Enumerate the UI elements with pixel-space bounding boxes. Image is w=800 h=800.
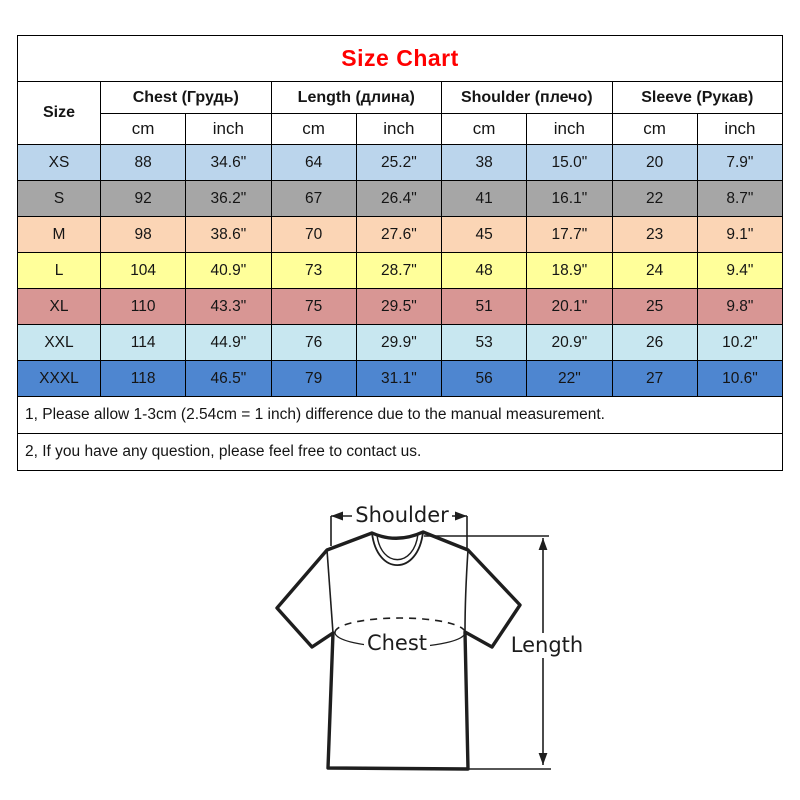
size-table-body: [18, 145, 783, 471]
unit-header-cm: cm: [101, 114, 186, 145]
value-cell: 56: [442, 361, 527, 397]
value-cell: 31.1": [356, 361, 441, 397]
unit-header-inch: inch: [356, 114, 441, 145]
unit-header-cm: cm: [271, 114, 356, 145]
note-row: [18, 434, 783, 471]
value-cell: 27: [612, 361, 697, 397]
value-cell: 92: [101, 181, 186, 217]
value-cell: 114: [101, 325, 186, 361]
value-cell: 20: [612, 145, 697, 181]
value-cell: 26: [612, 325, 697, 361]
value-cell: 9.4": [697, 253, 782, 289]
value-cell: 48: [442, 253, 527, 289]
value-cell: 44.9": [186, 325, 271, 361]
size-cell: XL: [18, 289, 101, 325]
value-cell: 38: [442, 145, 527, 181]
note-text: 2, If you have any question, please feel free to contact us.: [18, 434, 783, 471]
group-header-row: [18, 82, 783, 114]
value-cell: 118: [101, 361, 186, 397]
size-cell: XXXL: [18, 361, 101, 397]
unit-header-cm: cm: [442, 114, 527, 145]
value-cell: 79: [271, 361, 356, 397]
shoulder-arrowhead-right: [455, 512, 467, 521]
size-cell: L: [18, 253, 101, 289]
length-arrowhead-top: [539, 538, 548, 550]
size-cell: XXL: [18, 325, 101, 361]
table-row: [18, 253, 783, 289]
value-cell: 9.1": [697, 217, 782, 253]
value-cell: 26.4": [356, 181, 441, 217]
value-cell: 23: [612, 217, 697, 253]
table-row: [18, 181, 783, 217]
value-cell: 40.9": [186, 253, 271, 289]
value-cell: 22: [612, 181, 697, 217]
value-cell: 29.9": [356, 325, 441, 361]
chest-label: Chest: [364, 631, 430, 656]
value-cell: 75: [271, 289, 356, 325]
value-cell: 88: [101, 145, 186, 181]
note-text: 1, Please allow 1-3cm (2.54cm = 1 inch) difference due to the manual measurement.: [18, 397, 783, 434]
value-cell: 28.7": [356, 253, 441, 289]
unit-header-inch: inch: [527, 114, 612, 145]
value-cell: 64: [271, 145, 356, 181]
value-cell: 27.6": [356, 217, 441, 253]
value-cell: 29.5": [356, 289, 441, 325]
value-cell: 36.2": [186, 181, 271, 217]
value-cell: 9.8": [697, 289, 782, 325]
value-cell: 53: [442, 325, 527, 361]
length-arrowhead-bottom: [539, 753, 548, 765]
size-chart-table: [17, 35, 783, 471]
value-cell: 41: [442, 181, 527, 217]
value-cell: 24: [612, 253, 697, 289]
value-cell: 25: [612, 289, 697, 325]
table-row: [18, 145, 783, 181]
unit-header-inch: inch: [186, 114, 271, 145]
value-cell: 34.6": [186, 145, 271, 181]
table-row: [18, 217, 783, 253]
value-cell: 73: [271, 253, 356, 289]
value-cell: 10.6": [697, 361, 782, 397]
shoulder-group-header: Shoulder (плечо): [442, 82, 613, 114]
value-cell: 20.1": [527, 289, 612, 325]
table-row: [18, 325, 783, 361]
table-row: [18, 361, 783, 397]
unit-header-cm: cm: [612, 114, 697, 145]
unit-header-inch: inch: [697, 114, 782, 145]
value-cell: 38.6": [186, 217, 271, 253]
value-cell: 18.9": [527, 253, 612, 289]
size-cell: M: [18, 217, 101, 253]
value-cell: 110: [101, 289, 186, 325]
size-chart-title: Size Chart: [18, 36, 783, 82]
length-group-header: Length (длина): [271, 82, 442, 114]
unit-header-row: [18, 114, 783, 145]
value-cell: 70: [271, 217, 356, 253]
value-cell: 46.5": [186, 361, 271, 397]
value-cell: 15.0": [527, 145, 612, 181]
value-cell: 8.7": [697, 181, 782, 217]
value-cell: 7.9": [697, 145, 782, 181]
value-cell: 20.9": [527, 325, 612, 361]
value-cell: 43.3": [186, 289, 271, 325]
value-cell: 22": [527, 361, 612, 397]
value-cell: 104: [101, 253, 186, 289]
sleeve-group-header: Sleeve (Рукав): [612, 82, 783, 114]
value-cell: 45: [442, 217, 527, 253]
chest-group-header: Chest (Грудь): [101, 82, 272, 114]
value-cell: 25.2": [356, 145, 441, 181]
value-cell: 76: [271, 325, 356, 361]
table-row: [18, 289, 783, 325]
title-row: [18, 36, 783, 82]
shoulder-arrowhead-left: [331, 512, 343, 521]
size-column-header: Size: [18, 82, 101, 145]
value-cell: 16.1": [527, 181, 612, 217]
value-cell: 51: [442, 289, 527, 325]
length-label: Length: [510, 633, 584, 657]
note-row: [18, 397, 783, 434]
size-cell: XS: [18, 145, 101, 181]
value-cell: 67: [271, 181, 356, 217]
value-cell: 10.2": [697, 325, 782, 361]
value-cell: 98: [101, 217, 186, 253]
value-cell: 17.7": [527, 217, 612, 253]
size-cell: S: [18, 181, 101, 217]
shoulder-label: Shoulder: [352, 503, 452, 528]
